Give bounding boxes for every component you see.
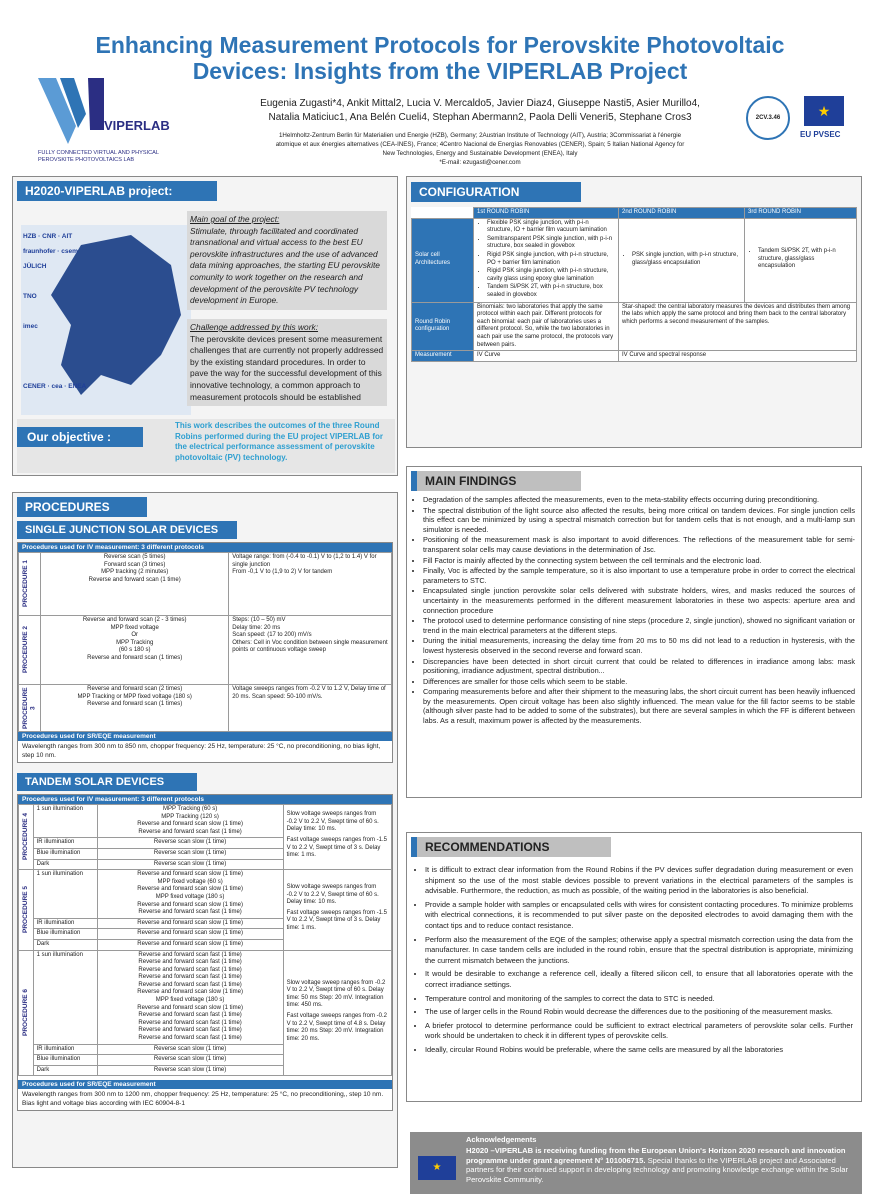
list-item: • Temperature control and monitoring of the samples to correct the data to STC is needed.	[425, 994, 853, 1005]
findings-heading: MAIN FINDINGS	[411, 471, 581, 491]
ack-rest: Special thanks to the VIPERLAB project and Associated partners for their continued support in developing technology and promoting knowledge exchange within the Solar Perovskite Community.	[466, 1155, 849, 1184]
project-panel	[12, 176, 398, 476]
condition-cell: Blue illumination	[33, 848, 97, 859]
partner-logos: HZB · CNR · AIT fraunhofer · csem JÜLICH TNO imec CENER · cea · ENEA	[23, 233, 87, 390]
list-item: • During the initial measurements, increasing the delay time from 20 ms to 50 ms did not lead to a reduction in hysteresis, with the lowest hysteresis observed in the second reverse and forward scan.	[423, 636, 855, 655]
single-junction-heading: SINGLE JUNCTION SOLAR DEVICES	[17, 521, 237, 539]
list-item: • Perform also the measurement of the EQE of the samples; otherwise apply a spectral mismatch correction using the data from the manufacturer. In case tandem cells are included in the round robin, ensure that the spectral distribution is appropriate, minimizing the current mismatch between the junctions.	[425, 935, 853, 967]
condition-cell: Dark	[33, 859, 97, 870]
tandem-iv-title: Procedures used for IV measurement: 3 different protocols	[18, 795, 392, 804]
configuration-panel	[406, 176, 862, 448]
steps-cell: Reverse scan slow (1 time)	[97, 1044, 283, 1055]
recommendations-panel	[406, 832, 862, 1102]
steps-cell: Reverse and forward scan fast (1 time) Reverse and forward scan fast (1 time) Reverse and forward scan fast (1 time) Reverse and forward scan fast (1 time) Reverse and forward scan fast (1 time) Reverse and forward scan slow (1 time) MPP fixed voltage (180 s) Reverse and forward scan slow (1 time) Reverse and forward scan fast (1 time) Reverse and forward scan fast (1 time) Reverse and forward scan fast (1 time) Reverse and forward scan fast (1 time)	[97, 950, 283, 1044]
steps-cell: Reverse scan slow (1 time)	[97, 1055, 283, 1066]
condition-cell: IR illumination	[33, 1044, 97, 1055]
col-rr2: 2nd ROUND ROBIN	[619, 208, 745, 219]
recommendations-list	[407, 861, 861, 1063]
list-item: • Discrepancies have been detected in short circuit current that could be related to differences in irradiance among labs: mask positioning, irradiance adjustment, spectral distribution...	[423, 657, 855, 676]
tandem-heading: TANDEM SOLAR DEVICES	[17, 773, 197, 791]
condition-cell: 1 sun illumination	[33, 870, 97, 919]
ack-bold: H2020 –VIPERLAB is receiving funding from the European Union's Horizon 2020 research and innovation programme under grant agreement N° 101006715.	[466, 1146, 846, 1165]
list-item: • Positioning of the measurement mask is also important to avoid differences. The reflections of the measurement table for semi-transparent solar cells may cause deviations in the determination of Jsc.	[423, 535, 855, 554]
steps-cell: Reverse scan slow (1 time)	[97, 848, 283, 859]
list-item: • The protocol used to determine performance consisting of nine steps (procedure 2, single junction), showed no significant variation or trend in the main electrical parameters at the different steps.	[423, 616, 855, 635]
procedures-panel	[12, 492, 398, 1168]
logo-subtitle: FULLY CONNECTED VIRTUAL AND PHYSICAL PEROVSKITE PHOTOVOLTAICS LAB	[38, 150, 160, 163]
list-item: • Fill Factor is mainly affected by the connecting system between the cell terminals and the electronic load.	[423, 556, 855, 566]
procedure-2-label: PROCEDURE 2	[22, 626, 29, 674]
poster-title: Enhancing Measurement Protocols for Perovskite Photovoltaic Devices: Insights from the VIPERLAB Project	[95, 32, 785, 84]
tandem-iv-table	[17, 794, 393, 1111]
session-badge: 2CV.3.46	[746, 96, 790, 140]
single-iv-table: Procedures used for IV measurement: 3 different protocols PROCEDURE 1 Reverse scan (5 times) Forward scan (3 times) MPP tracking (2 minutes) Reverse and forward scan (1 time) Voltage range: from (-0.4 to -0.1) V to (1,2 to 1.4) V for single junction From -0,1 V to (1,9 to 2) V for tandem PROCEDURE 2 Reverse and forward scan (2 - 3 times) MPP fixed voltage Or MPP Tracking (60 s 180 s) Reverse and forward scan (1 times) Steps: (10 – 50) mV Delay time: 20 ms Scan speed: (17 to 200) mV/s Others: Cell in Voc condition between single measurement points or continuous voltage sweep PROCEDURE 3 Reverse and forward scan (2 times) MPP Tracking or MPP fixed voltage (180 s) Reverse and forward scan (1 times) Voltage sweeps ranges from -0.2 V to 1.2 V, Delay time of 20 ms. Scan speed: 50-100 mV/s. Procedures used for SR/EQE measurement Wavelength ranges from 300 nm to 850 nm, chopper frequency: 25 Hz, temperature: 25 °C, no preconditioning, no bias light, step 10 nm.	[17, 542, 393, 763]
condition-cell: IR illumination	[33, 918, 97, 929]
eu-pvsec-label: EU PVSEC	[800, 130, 841, 139]
condition-cell: Blue illumination	[33, 929, 97, 940]
configuration-table: 1st ROUND ROBIN 2nd ROUND ROBIN 3rd ROUND ROBIN Solar cell Architectures • Flexible PSK single junction, with p-i-n structure, IO + barrier film vacuum lamination • Semitransparent PSK single junction, with p-i-n structure, box sealed in glovebox • Rigid PSK single junction, with p-i-n structure, PO + barrier film lamination • Rigid PSK single junction, with p-i-n structure, cavity glass using epoxy glue lamination • Tandem Si/PSK 2T, with p-i-n structure, box sealed in glovebox • PSK single junction, with p-i-n structure, glass/glass encapsulation • Tandem Si/PSK 2T, with p-i-n structure, glass/glass encapsulation Round Robin configuration Binomials: two laboratories that apply the same protocol within each pair. Different protocols for each binomial: each pair of laboratories uses a different protocol. So, while the two laboratories in each pair use the same protocol, the protocols vary between pairs. Star-shaped: the central laboratory measures the devices and distributes them among the labs which apply the same protocol and bring them back to the central laboratory which performs a second measurement of the samples. Measurement IV Curve IV Curve and spectral response	[411, 207, 857, 362]
project-heading: H2020-VIPERLAB project:	[17, 181, 217, 201]
steps-cell: Reverse scan slow (1 time)	[97, 859, 283, 870]
procedure-1-label: PROCEDURE 1	[22, 560, 29, 608]
list-item: • The use of larger cells in the Round Robin would decrease the differences due to the positioning of the measurement masks.	[425, 1007, 853, 1018]
authors: Eugenia Zugasti*4, Ankit Mittal2, Lucia V. Mercaldo5, Javier Diaz4, Giuseppe Nasti5, Asier Murillo4, Natalia Maticiuc1, Ana Belén Cueli4, Stephan Abermann2, Paola Delli Veneri5, Stephane Cros3	[260, 98, 700, 123]
findings-list	[407, 495, 861, 726]
steps-cell: Reverse scan slow (1 time)	[97, 838, 283, 849]
procedures-heading: PROCEDURES	[17, 497, 147, 517]
tandem-procedures	[18, 804, 392, 1076]
condition-cell: Dark	[33, 1065, 97, 1076]
list-item: • A briefer protocol to determine performance could be sufficient to extract electrical parameters of perovskite solar cells. Further work should be undertaken to check it in different types of perovskite cells.	[425, 1021, 853, 1042]
condition-cell: 1 sun illumination	[33, 805, 97, 838]
list-item: • Comparing measurements before and after their shipment to the measuring labs, the short circuit current has been heavily influenced by the measurements. Open circuit voltage has been also slightly influenced. The mean value for the fill factor seems to be stable (although silver paste had to be added to some of the substrates), but there are several samples in which the FF is different between labs. As a result, maximum power is affected by the measurements.	[423, 687, 855, 725]
condition-cell: Blue illumination	[33, 1055, 97, 1066]
condition-cell: IR illumination	[33, 838, 97, 849]
objective-row	[17, 419, 395, 473]
steps-cell: Reverse and forward scan slow (1 time)	[97, 918, 283, 929]
condition-cell: Dark	[33, 939, 97, 950]
list-item: • Ideally, circular Round Robins would be preferable, where the same cells are measured by all the laboratories	[425, 1045, 853, 1056]
steps-cell: Reverse and forward scan slow (1 time) MPP fixed voltage (60 s) Reverse and forward scan slow (1 time) MPP fixed voltage (180 s) Reverse and forward scan slow (1 time) Reverse and forward scan fast (1 time)	[97, 870, 283, 919]
eu-flag-icon: ★	[804, 96, 844, 126]
col-rr3: 3rd ROUND ROBIN	[745, 208, 857, 219]
list-item: • Finally, Voc is affected by the sample temperature, so it is also important to use a temperature probe in order to correct the electrical parameters to STC.	[423, 566, 855, 585]
steps-cell: Reverse and forward scan slow (1 time)	[97, 939, 283, 950]
list-item: • Degradation of the samples affected the measurements, even to the meta-stability effects occurring during preconditioning.	[423, 495, 855, 505]
row-measurement: Measurement	[412, 351, 474, 362]
col-rr1: 1st ROUND ROBIN	[474, 208, 619, 219]
eu-flag-small-icon: ★	[418, 1156, 456, 1180]
steps-cell: Reverse and forward scan slow (1 time)	[97, 929, 283, 940]
configuration-heading: CONFIGURATION	[411, 182, 581, 202]
procedure-3-label: PROCEDURE 3	[22, 687, 37, 729]
p4-label: PROCEDURE 4	[22, 813, 29, 861]
list-item: • It is difficult to extract clear information from the Round Robins if the PV devices suffer degradation during measurement or even shipment so the use of the most stable devices possible to prevent variations in the electrical parameters of the samples is advisable. Furthermore, the reduction, as much as possible, of the waiting period in the laboratories is also beneficial.	[425, 865, 853, 897]
p5-description: Slow voltage sweeps ranges from -0.2 V to 2.2 V, Swept time of 60 s. Delay time: 10 ms. Fast voltage sweeps ranges from -1.5 V to 2.2 V, Swept time of 3 s. Delay time: 1 ms.	[283, 870, 391, 950]
single-sr-title: Procedures used for SR/EQE measurement	[18, 732, 392, 741]
acknowledgements-panel	[410, 1132, 862, 1194]
list-item: • Differences are smaller for those cells which seem to be stable.	[423, 677, 855, 687]
p6-label: PROCEDURE 6	[22, 989, 29, 1037]
objective-label: Our objective :	[17, 427, 143, 447]
steps-cell: Reverse scan slow (1 time)	[97, 1065, 283, 1076]
list-item: • Provide a sample holder with samples or encapsulated cells with wires for consistent contacting procedures. To minimize problems with electrical connections, it is recommended to put silver paste on the deposited electrodes to avoid damaging them with the contact tips and to reduce contact resistance.	[425, 900, 853, 932]
goal-box: Main goal of the project: Stimulate, through facilitated and coordinated transnational and virtual access to the best EU perovskite infrastructures and the use of advanced data mining approaches, the starting EU perovskite comunity to work together on the research and development of the perovskite PV technology development in Europe.	[187, 211, 387, 310]
list-item: • Encapsulated single junction perovskite solar cells delivered with substrate holders, wires, and masks reduced the sources of uncertainty in the measurements performed in the different measurement laboratories in these two aspects: aperture area and connection procedure	[423, 586, 855, 615]
row-architectures: Solar cell Architectures	[412, 218, 474, 302]
p5-label: PROCEDURE 5	[22, 886, 29, 934]
single-iv-title: Procedures used for IV measurement: 3 different protocols	[18, 543, 392, 552]
list-item: • It would be desirable to exchange a reference cell, ideally a filtered silicon cell, to ensure that all laboratories operate with the correct irradiance settings.	[425, 969, 853, 990]
findings-panel	[406, 466, 862, 798]
single-sr-text: Wavelength ranges from 300 nm to 850 nm, chopper frequency: 25 Hz, temperature: 25 °C, no preconditioning, no bias light, step 10 nm.	[22, 743, 381, 759]
affiliations: 1Helmholtz-Zentrum Berlin für Materialien und Energie (HZB), Germany; 2Austrian Institute of Technology (AIT), Austria; 3Commissariat à l'énergie atomique et aux énergies alternatives (CEA-INES), France; 4Centro Nacional de Energías Renovables (CENER), Spain; 5 Italian National Agency for New Technologies, Energy and Sustainable Development (ENEA), Italy *E-mail: ezugasti@cener.com	[275, 132, 685, 166]
p4-description: Slow voltage sweeps ranges from -0.2 V to 2.2 V, Swept time of 60 s. Delay time: 10 ms. Fast voltage sweeps ranges from -1.5 V to 2.2 V, Swept time of 3 s. Delay time: 1 ms.	[283, 805, 391, 870]
row-rr-config: Round Robin configuration	[412, 302, 474, 351]
logo-name: VIPERLAB	[104, 118, 170, 133]
tandem-sr-title: Procedures used for SR/EQE measurement	[18, 1080, 392, 1089]
steps-cell: MPP Tracking (60 s) MPP Tracking (120 s) Reverse and forward scan slow (1 time) Reverse and forward scan fast (1 time)	[97, 805, 283, 838]
tandem-sr-text: Wavelength ranges from 300 nm to 1200 nm, chopper frequency: 25 Hz, temperature: 25 °C, no preconditioning,, step 10 nm. Bias light and voltage bias according with IEC 60904-8-1	[22, 1091, 384, 1107]
ack-title: Acknowledgements	[466, 1135, 537, 1144]
condition-cell: 1 sun illumination	[33, 950, 97, 1044]
p6-description: Slow voltage sweep ranges from -0.2 V to 2.2 V, Swept time of 60 s. Delay time: 50 ms Step: 20 mV. Integration time: 450 ms. Fast voltage sweeps ranges from -0.2 V to 2.2 V, Swept time of 4.8 s. Delay time: 20 ms Step: 20 mV. Integration time: 20 ms.	[283, 950, 391, 1076]
challenge-box: Challenge addressed by this work: The perovskite devices present some measurement challenges that are currently not properly addressed by the existing standard procedures. In order to pave the way for the successful development of this innovative technology, a common approach to measurement protocols should be established	[187, 319, 387, 406]
recommendations-heading: RECOMMENDATIONS	[411, 837, 611, 857]
objective-text: This work describes the outcomes of the three Round Robins performed during the EU project VIPERLAB for the electrical performance assessment of perovskite photovoltaic (PV) technology.	[175, 421, 384, 462]
viperlab-logo-icon	[38, 78, 128, 148]
list-item: • The spectral distribution of the light source also affected the results, being more critical on tandem devices. For single junction cells this effect can be minimized by using a spectral mismatch correction but for tandem cells that is not enough, and a multi-lamp sun simulator is needed.	[423, 506, 855, 535]
